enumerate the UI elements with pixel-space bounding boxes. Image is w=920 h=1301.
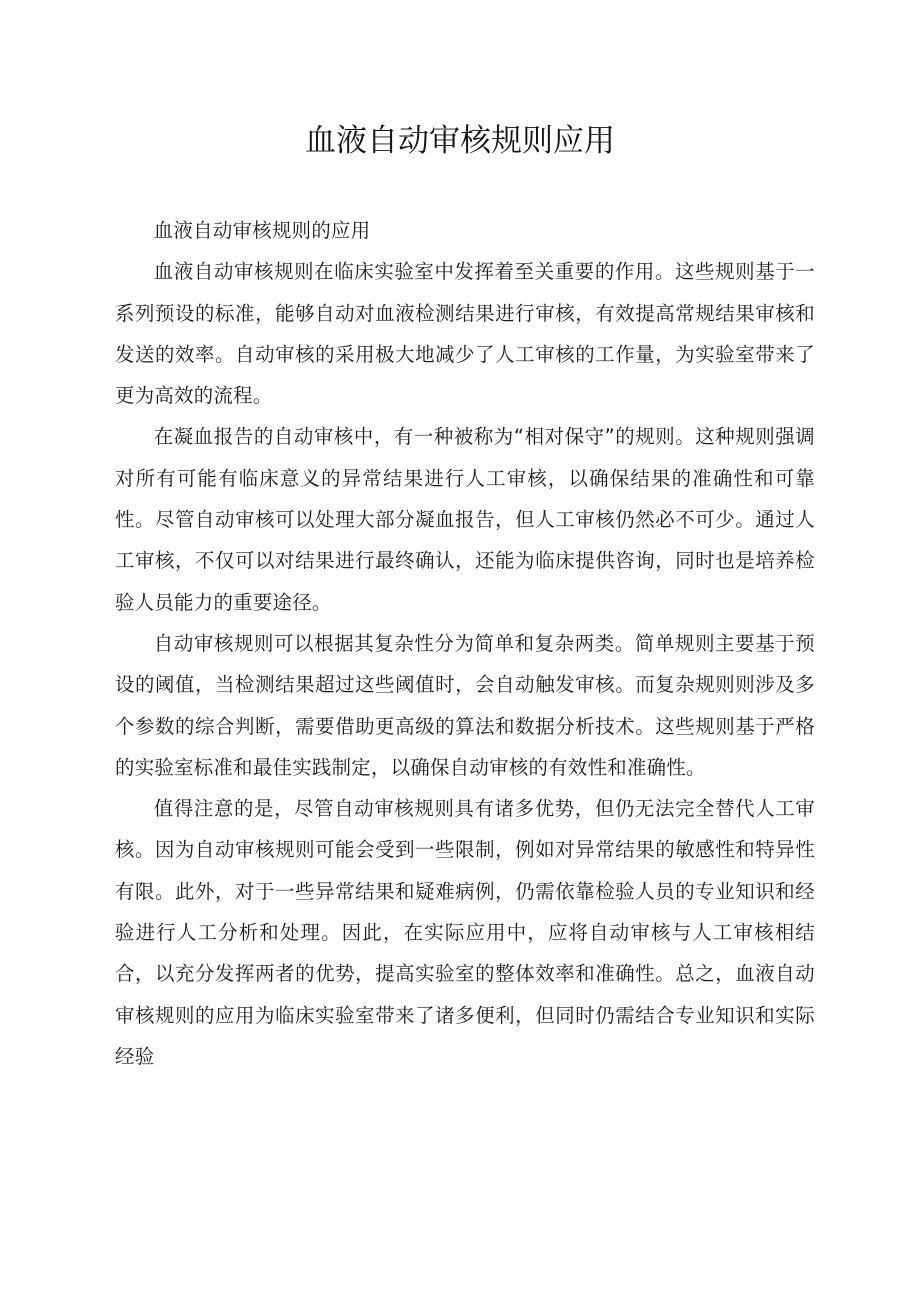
- paragraph-3: 自动审核规则可以根据其复杂性分为简单和复杂两类。简单规则主要基于预设的阈值，当检测结果超过这些阈值时，会自动触发审核。而复杂规则则涉及多个参数的综合判断，需要借助更高级的算法和数据分析技术。这些规则基于严格的实验室标准和最佳实践制定，以确保自动审核的有效性和准确性。: [115, 631, 815, 779]
- document-body: [115, 210, 815, 1077]
- paragraph-2: 在凝血报告的自动审核中，有一种被称为“相对保守”的规则。这种规则强调对所有可能有临床意义的异常结果进行人工审核，以确保结果的准确性和可靠性。尽管自动审核可以处理大部分凝血报告，但人工审核仍然必不可少。通过人工审核，不仅可以对结果进行最终确认，还能为临床提供咨询，同时也是培养检验人员能力的重要途径。: [115, 425, 815, 614]
- paragraph-4: 值得注意的是，尽管自动审核规则具有诸多优势，但仍无法完全替代人工审核。因为自动审核规则可能会受到一些限制，例如对异常结果的敏感性和特异性有限。此外，对于一些异常结果和疑难病例，仍需依靠检验人员的专业知识和经验进行人工分析和处理。因此，在实际应用中，应将自动审核与人工审核相结合，以充分发挥两者的优势，提高实验室的整体效率和准确性。总之，血液自动审核规则的应用为临床实验室带来了诸多便利，但同时仍需结合专业知识和实际经验: [115, 797, 815, 1068]
- section-subtitle: 血液自动审核规则的应用: [153, 219, 371, 242]
- paragraph-1: 血液自动审核规则在临床实验室中发挥着至关重要的作用。这些规则基于一系列预设的标准，能够自动对血液检测结果进行审核，有效提高常规结果审核和发送的效率。自动审核的采用极大地减少了人工审核的工作量，为实验室带来了更为高效的流程。: [115, 260, 815, 408]
- document-title: 血液自动审核规则应用: [305, 123, 615, 159]
